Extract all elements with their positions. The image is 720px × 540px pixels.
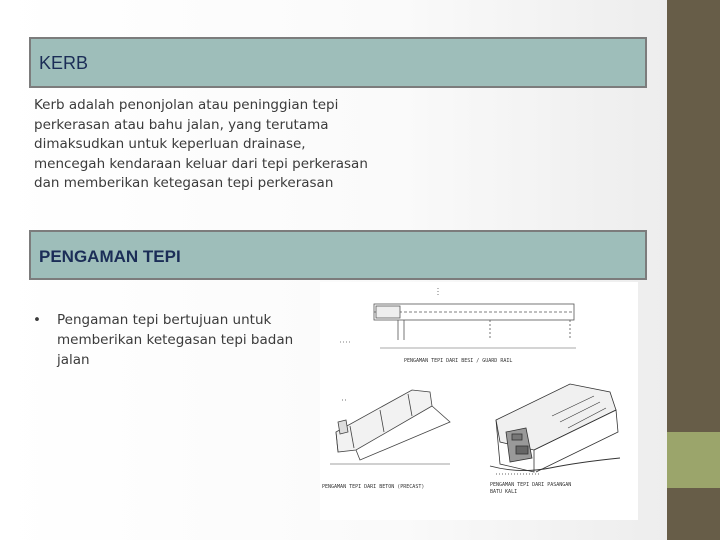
edge-guard-drawing — [320, 282, 638, 520]
kerb-heading-box — [29, 37, 647, 88]
masonry-caption-line2: BATU KALI — [490, 489, 518, 495]
bullet-text: Pengaman tepi bertujuan untuk memberikan ketegasan tepi badan jalan — [57, 312, 294, 368]
precast-caption: PENGAMAN TEPI DARI BETON (PRECAST) — [322, 484, 425, 490]
masonry-caption-line1: PENGAMAN TEPI DARI PASANGAN — [490, 482, 572, 488]
pengaman-tepi-heading: PENGAMAN TEPI — [39, 247, 181, 266]
stone-masonry-drawing — [490, 384, 620, 474]
edge-guard-figure — [320, 282, 638, 520]
kerb-heading: KERB — [39, 53, 89, 73]
guard-rail-caption: PENGAMAN TEPI DARI BESI / GUARD RAIL — [404, 358, 513, 364]
kerb-paragraph: Kerb adalah penonjolan atau peninggian tepi perkerasan atau bahu jalan, yang terutama dimaksudkan untuk keperluan drainase, mencegah kendaraan keluar dari tepi perkerasan dan memberikan ketegasan tepi perkerasan — [34, 97, 368, 191]
bullet-item — [33, 310, 303, 370]
bullet-marker: • — [33, 312, 41, 328]
pengaman-tepi-heading-box — [29, 230, 647, 280]
guard-rail-drawing — [340, 288, 576, 348]
side-accent-block — [667, 432, 720, 488]
precast-barrier-drawing — [330, 390, 450, 464]
